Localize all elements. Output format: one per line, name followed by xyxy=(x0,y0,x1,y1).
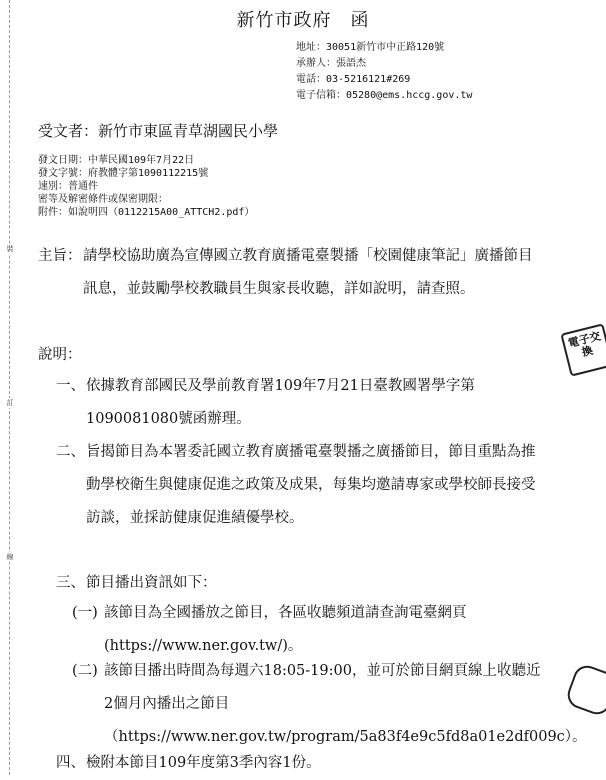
meta-document-number: 發文字號：府教體字第1090112215號 xyxy=(38,168,209,179)
explanation-item-1 xyxy=(56,370,546,436)
item-text: 依據教育部國民及學前教育署109年7月21日臺教國署學字第1090081080號函辦理。 xyxy=(86,378,475,427)
item-number: (一) xyxy=(72,605,98,621)
document-title: 新竹市政府 函 xyxy=(236,10,370,31)
item-number: 三、 xyxy=(56,575,85,591)
binding-margin-line xyxy=(9,0,10,775)
item-number: 二、 xyxy=(56,444,85,460)
item-text: 旨揭節目為本署委託國立教育廣播電臺製播之廣播節目，節目重點為推動學校衛生與健康促進之政策及成果，每集均邀請專家或學校師長接受訪談，並採訪健康促進績優學校。 xyxy=(86,444,536,526)
item-number: (二) xyxy=(72,663,98,679)
meta-issue-date: 發文日期：中華民國109年7月22日 xyxy=(38,155,195,166)
item-text: 節目播出資訊如下： xyxy=(86,575,217,591)
meta-speed: 速別：普通件 xyxy=(38,181,98,192)
electronic-exchange-stamp: 電子交換 xyxy=(560,323,606,376)
subject-paragraph xyxy=(38,240,546,306)
item-text: 該節目為全國播放之節目，各區收聽頻道請查詢電臺網頁(https://www.ner.gov.tw/)。 xyxy=(104,605,467,654)
explanation-subitem-1 xyxy=(72,597,542,663)
explanation-label: 說明： xyxy=(38,347,82,363)
explanation-item-3 xyxy=(56,567,546,600)
item-number: 一、 xyxy=(56,378,85,394)
subject-text: 請學校協助廣為宣傳國立教育廣播電臺製播「校園健康筆記」廣播節目訊息，並鼓勵學校教職員生與家長收聽，詳如說明，請查照。 xyxy=(83,248,533,297)
subject-label: 主旨： xyxy=(38,248,82,264)
seal-stamp xyxy=(564,662,606,718)
item-text: 該節目播出時間為每週六18:05-19:00，並可於節目網頁線上收聽近2個月內播出之節目（https://www.ner.gov.tw/program/5a83f4e9c5fd8a01e2df009c）。 xyxy=(104,663,587,745)
meta-confidentiality: 密等及解密條件或保密期限： xyxy=(38,194,168,205)
binding-char-ding: 訂 xyxy=(4,398,16,408)
contact-officer: 承辦人：張語杰 xyxy=(296,58,366,69)
item-text: 檢附本節目109年度第3季內容1份。 xyxy=(86,755,321,771)
binding-char-zhuang: 裝 xyxy=(4,244,16,254)
explanation-item-2 xyxy=(56,436,546,535)
meta-block xyxy=(38,154,254,219)
item-number: 四、 xyxy=(56,755,85,771)
contact-block xyxy=(296,40,472,104)
contact-email: 電子信箱：05280@ems.hccg.gov.tw xyxy=(296,90,473,101)
contact-phone: 電話：03-5216121#269 xyxy=(296,74,411,85)
explanation-subitem-2 xyxy=(72,655,587,754)
meta-attachment: 附件：如說明四（0112215A00_ATTCH2.pdf） xyxy=(38,207,255,218)
binding-char-xian: 線 xyxy=(4,552,16,562)
contact-address: 地址：30051新竹市中正路120號 xyxy=(296,42,445,53)
recipient-line: 受文者：新竹市東區青草湖國民小學 xyxy=(38,122,279,140)
explanation-item-4 xyxy=(56,747,546,780)
